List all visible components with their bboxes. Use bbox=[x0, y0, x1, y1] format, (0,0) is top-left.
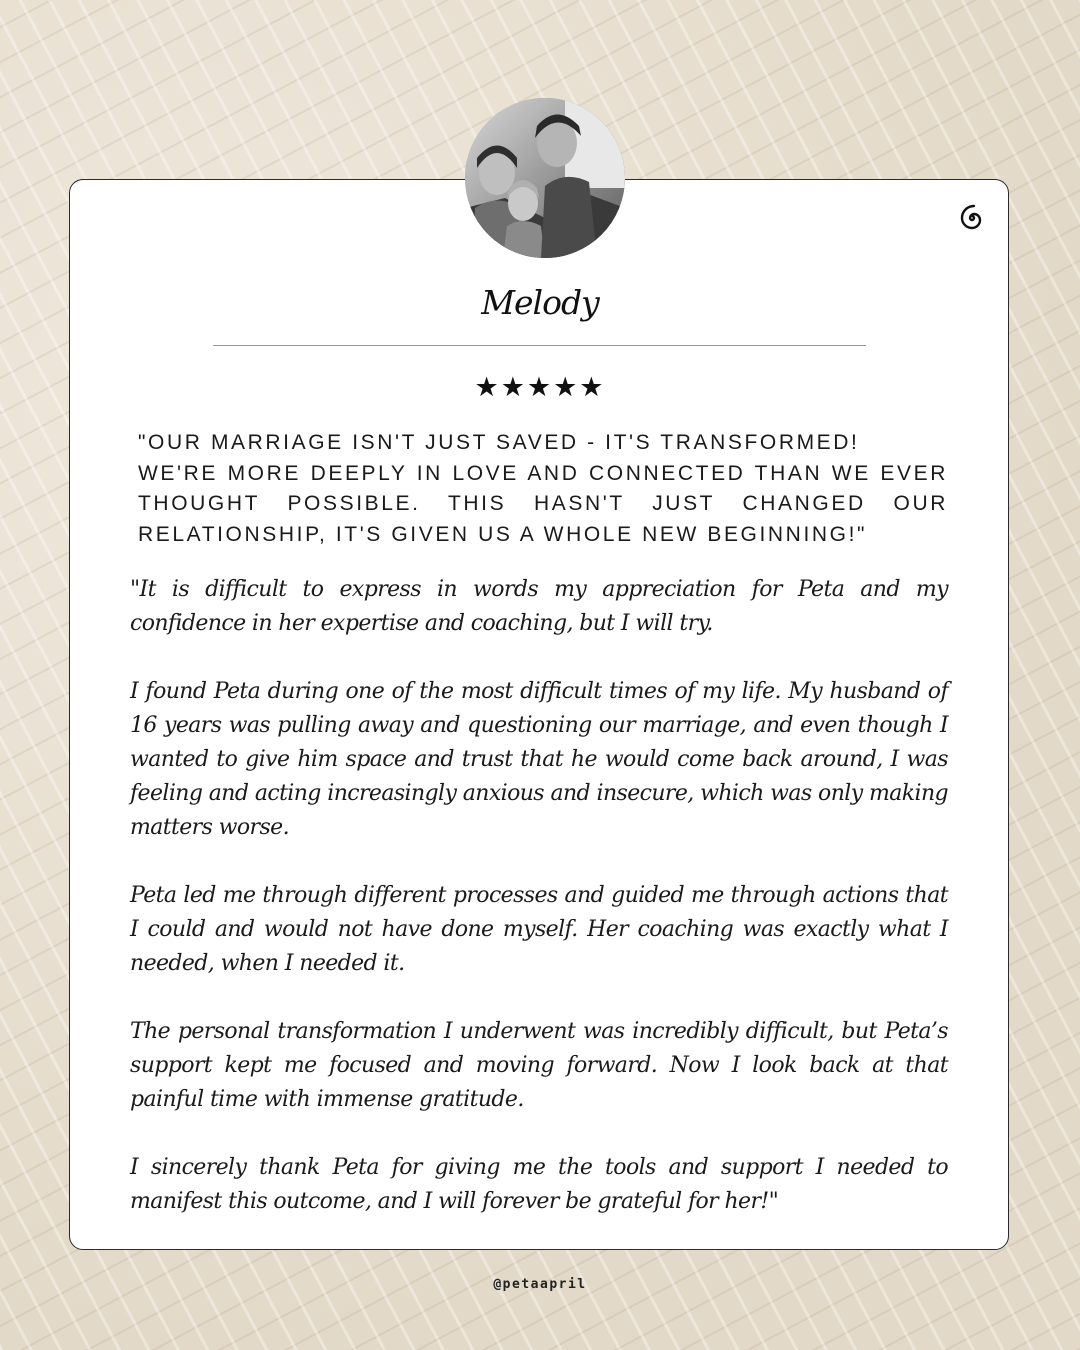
spiral-icon bbox=[957, 203, 987, 233]
testimonial-body bbox=[130, 573, 948, 1219]
headline-line: THOUGHT POSSIBLE. THIS HASN'T JUST CHANGED OUR bbox=[138, 492, 948, 515]
headline-line: RELATIONSHIP, IT'S GIVEN US A WHOLE NEW BEGINNING!" bbox=[138, 522, 868, 546]
reviewer-name: Melody bbox=[481, 283, 599, 322]
star-rating-icon: ★★★★★ bbox=[474, 372, 606, 403]
testimonial-paragraph: Peta led me through different processes and guided me through actions that I could and would not have done myself. Her coaching was exactly what I needed, when I needed it. bbox=[130, 883, 948, 976]
social-handle: @petaapril bbox=[493, 1277, 587, 1292]
reviewer-avatar bbox=[465, 98, 625, 258]
testimonial-paragraph: I found Peta during one of the most difficult times of my life. My husband of 16 years was pulling away and questioning our marriage, and even though I wanted to give him space and trust that he would come back around, I was feeling and acting increasingly anxious and insecure, which was only making matters worse. bbox=[130, 679, 948, 840]
family-photo-icon bbox=[465, 98, 625, 258]
testimonial-headline bbox=[138, 428, 948, 550]
divider bbox=[213, 345, 866, 346]
testimonial-paragraph: The personal transformation I underwent was incredibly difficult, but Peta’s support kept me focused and moving forward. Now I look back at that painful time with immense gratitude. bbox=[130, 1019, 948, 1112]
headline-line: "OUR MARRIAGE ISN'T JUST SAVED - IT'S TRANSFORMED! bbox=[138, 431, 860, 454]
testimonial-paragraph: I sincerely thank Peta for giving me the tools and support I needed to manifest this outcome, and I will forever be grateful for her!" bbox=[130, 1155, 948, 1214]
headline-line: WE'RE MORE DEEPLY IN LOVE AND CONNECTED THAN WE EVER bbox=[138, 461, 948, 485]
testimonial-paragraph: "It is difficult to express in words my appreciation for Peta and my confidence in her expertise and coaching, but I will try. bbox=[130, 577, 948, 636]
